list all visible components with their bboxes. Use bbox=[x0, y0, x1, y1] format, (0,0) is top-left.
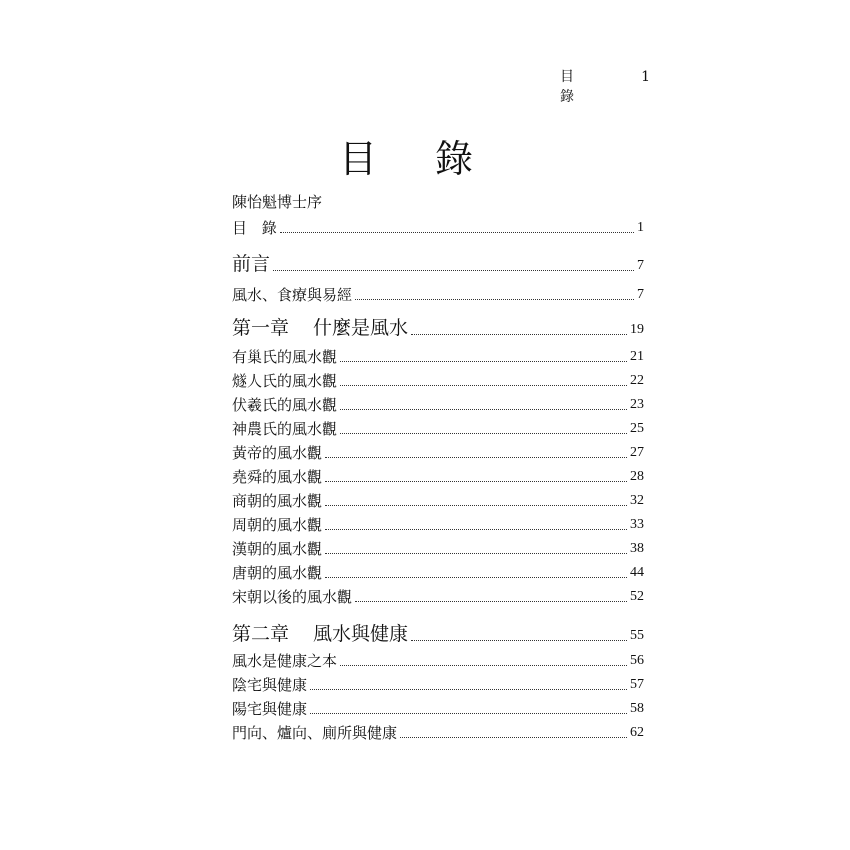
toc-chapter-heading bbox=[232, 622, 408, 646]
toc-entry-label: 目 錄 bbox=[232, 219, 277, 237]
toc-entry-chapter-2 bbox=[232, 622, 644, 646]
toc-entry bbox=[232, 511, 644, 535]
dot-leader bbox=[400, 736, 627, 738]
toc-entry-label: 伏羲氏的風水觀 bbox=[232, 396, 338, 414]
toc-entry-label: 宋朝以後的風水觀 bbox=[232, 588, 353, 606]
dot-leader bbox=[325, 456, 627, 458]
toc-entry-label: 唐朝的風水觀 bbox=[232, 564, 323, 582]
toc-entry-page: 23 bbox=[630, 397, 644, 412]
toc-entry-page: 21 bbox=[630, 349, 644, 364]
dot-leader bbox=[325, 552, 627, 554]
dot-leader bbox=[325, 576, 627, 578]
toc-entry-label: 門向、爐向、廁所與健康 bbox=[232, 724, 398, 742]
toc-entry bbox=[232, 535, 644, 559]
toc-entry-preface bbox=[232, 188, 644, 212]
toc-entry-label: 有巢氏的風水觀 bbox=[232, 348, 338, 366]
dot-leader bbox=[280, 231, 634, 233]
dot-leader bbox=[340, 360, 627, 362]
toc-entry bbox=[232, 647, 644, 671]
toc-entry-foreword-item bbox=[232, 281, 644, 305]
chapter-number: 第一章 bbox=[232, 317, 290, 339]
running-header-title: 目 錄 bbox=[560, 69, 596, 105]
toc-entry-page: 38 bbox=[630, 541, 644, 556]
dot-leader bbox=[325, 528, 627, 530]
toc-entry bbox=[232, 583, 644, 607]
toc-entry-page: 56 bbox=[630, 653, 644, 668]
toc-entry-page: 19 bbox=[630, 322, 644, 337]
toc-entry-label: 前言 bbox=[232, 253, 271, 275]
toc-entry-page: 7 bbox=[637, 287, 644, 302]
toc-entry-page: 22 bbox=[630, 373, 644, 388]
toc-entry-page: 58 bbox=[630, 701, 644, 716]
toc-entry-label: 商朝的風水觀 bbox=[232, 492, 323, 510]
page-title: 目錄 bbox=[338, 137, 531, 181]
dot-leader bbox=[340, 384, 627, 386]
toc-entry-label: 燧人氏的風水觀 bbox=[232, 372, 338, 390]
chapter-title: 什麼是風水 bbox=[313, 317, 409, 339]
toc-entry-label: 周朝的風水觀 bbox=[232, 516, 323, 534]
toc-entry-page: 57 bbox=[630, 677, 644, 692]
toc-entry-foreword bbox=[232, 252, 644, 276]
toc-entry-contents bbox=[232, 214, 644, 238]
dot-leader bbox=[340, 408, 627, 410]
toc-entry bbox=[232, 463, 644, 487]
toc-entry-label: 陽宅與健康 bbox=[232, 700, 308, 718]
toc-entry bbox=[232, 671, 644, 695]
toc-entry-page: 55 bbox=[630, 628, 644, 643]
dot-leader bbox=[310, 688, 627, 690]
toc-entry-label: 風水、食療與易經 bbox=[232, 286, 353, 304]
dot-leader bbox=[411, 639, 627, 641]
chapter-number: 第二章 bbox=[232, 623, 290, 645]
toc-entry-page: 28 bbox=[630, 469, 644, 484]
running-header bbox=[560, 66, 650, 106]
toc-entry bbox=[232, 367, 644, 391]
toc-entry-label: 陳怡魁博士序 bbox=[232, 193, 323, 211]
dot-leader bbox=[310, 712, 627, 714]
dot-leader bbox=[355, 298, 634, 300]
toc-entry-label: 黃帝的風水觀 bbox=[232, 444, 323, 462]
toc-entry bbox=[232, 343, 644, 367]
toc-entry-label: 堯舜的風水觀 bbox=[232, 468, 323, 486]
toc-entry bbox=[232, 487, 644, 511]
dot-leader bbox=[411, 333, 627, 335]
toc-entry bbox=[232, 415, 644, 439]
toc-entry-page: 1 bbox=[637, 220, 644, 235]
toc-entry bbox=[232, 439, 644, 463]
toc-entry-page: 32 bbox=[630, 493, 644, 508]
dot-leader bbox=[325, 504, 627, 506]
toc-entry bbox=[232, 391, 644, 415]
dot-leader bbox=[340, 664, 627, 666]
toc-entry bbox=[232, 559, 644, 583]
toc-entry-page: 27 bbox=[630, 445, 644, 460]
toc-entry-page: 33 bbox=[630, 517, 644, 532]
dot-leader bbox=[325, 480, 627, 482]
toc-entry-label: 陰宅與健康 bbox=[232, 676, 308, 694]
toc-entry bbox=[232, 719, 644, 743]
toc-entry-page: 52 bbox=[630, 589, 644, 604]
toc-entry-label: 漢朝的風水觀 bbox=[232, 540, 323, 558]
toc-entry-page: 62 bbox=[630, 725, 644, 740]
dot-leader bbox=[355, 600, 627, 602]
toc-entry-label: 風水是健康之本 bbox=[232, 652, 338, 670]
dot-leader bbox=[273, 269, 634, 271]
chapter-title: 風水與健康 bbox=[313, 623, 409, 645]
toc-entry-page: 44 bbox=[630, 565, 644, 580]
toc-entry-page: 7 bbox=[637, 258, 644, 273]
toc-entry-page: 25 bbox=[630, 421, 644, 436]
toc-entry-chapter-1 bbox=[232, 316, 644, 340]
running-header-page-number: 1 bbox=[641, 69, 650, 85]
dot-leader bbox=[340, 432, 627, 434]
toc-entry bbox=[232, 695, 644, 719]
toc-chapter-heading bbox=[232, 316, 408, 340]
toc-entry-label: 神農氏的風水觀 bbox=[232, 420, 338, 438]
